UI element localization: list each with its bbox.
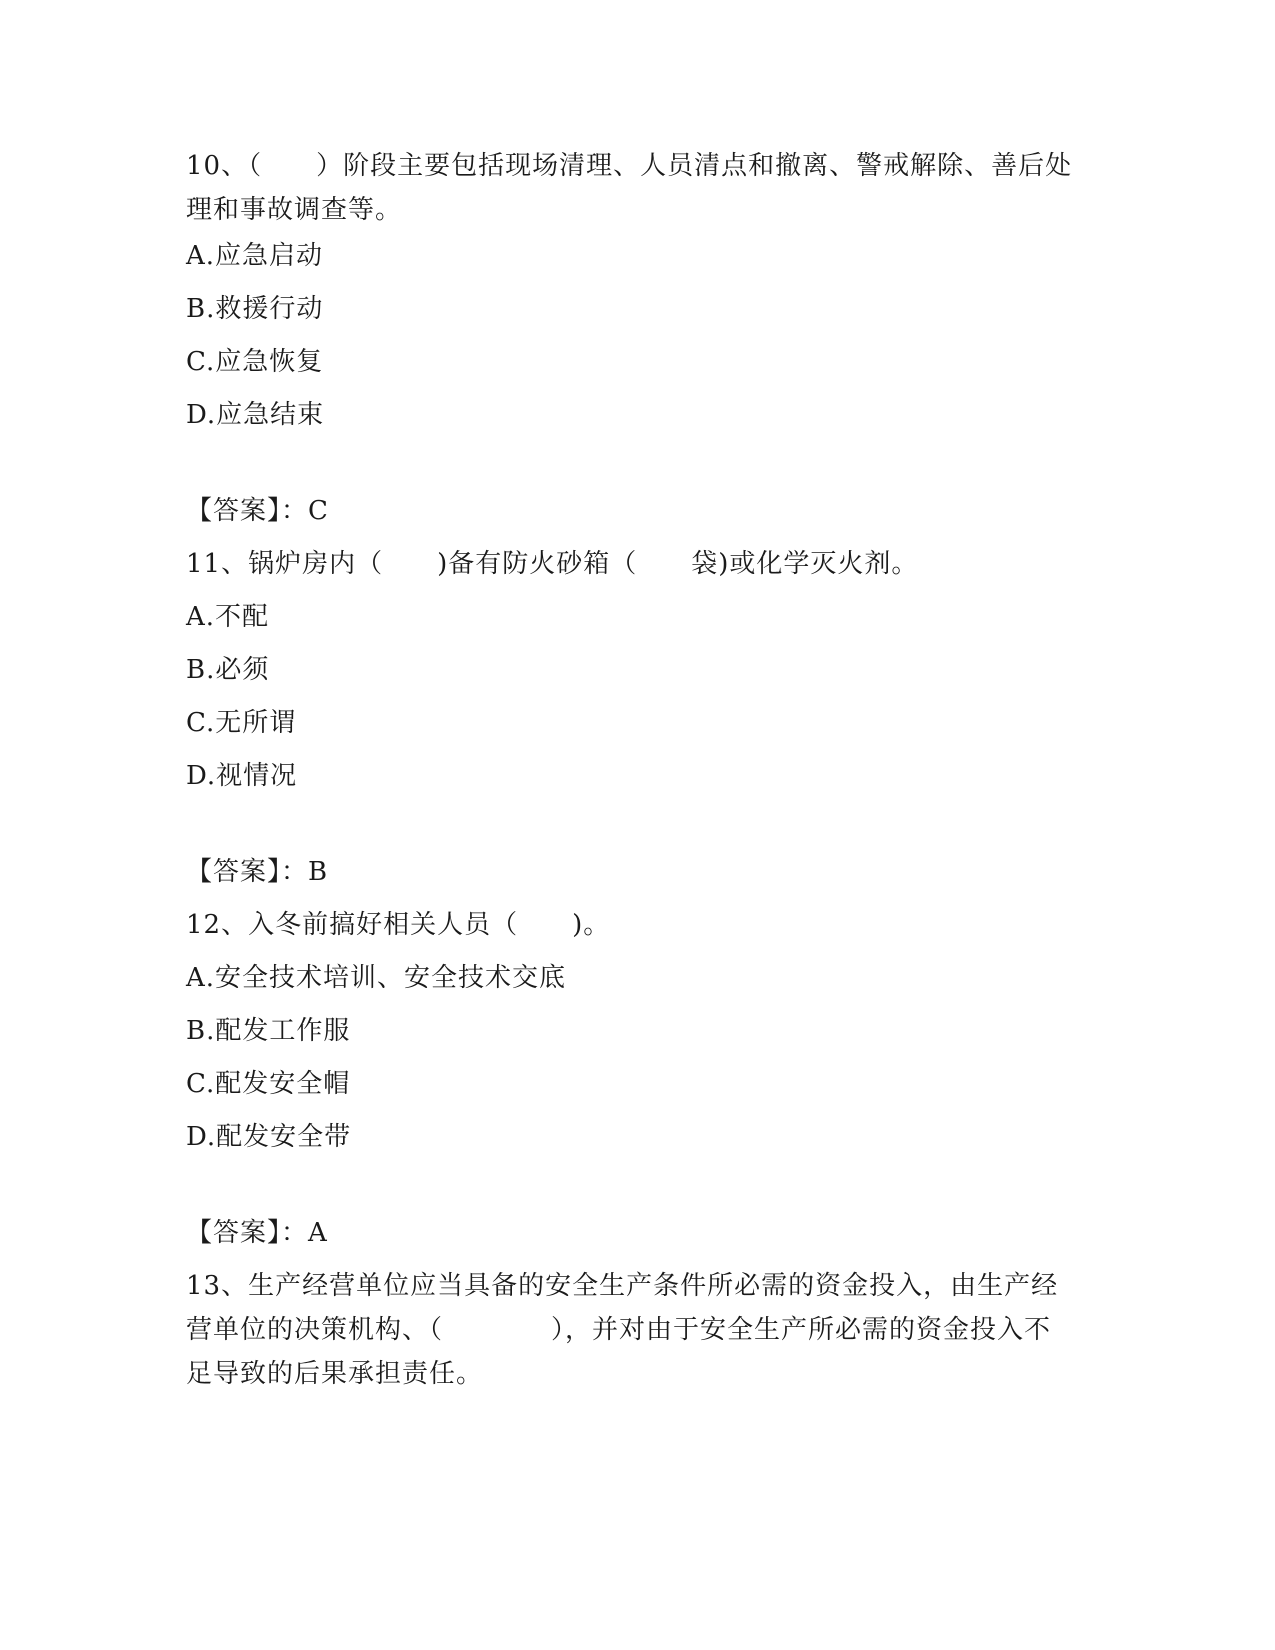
question-13-stem: 13、生产经营单位应当具备的安全生产条件所必需的资金投入，由生产经营单位的决策机构、（ ），并对由于安全生产所必需的资金投入不足导致的后果承担责任。: [186, 1271, 1059, 1389]
question-10-option-c: C.应急恢复: [186, 347, 324, 377]
question-10-option-d: D.应急结束: [186, 400, 325, 430]
question-10-option-a: A.应急启动: [186, 241, 324, 271]
question-10-stem: 10、（ ）阶段主要包括现场清理、人员清点和撤离、警戒解除、善后处理和事故调查等。: [186, 151, 1073, 225]
question-11-option-d: D.视情况: [186, 761, 298, 791]
question-12-answer: 【答案】：A: [186, 1218, 328, 1248]
question-10-answer: 【答案】：C: [186, 496, 329, 526]
question-11-option-b: B.必须: [186, 655, 270, 685]
question-10-option-b: B.救援行动: [186, 294, 324, 324]
question-12-option-b: B.配发工作服: [186, 1016, 351, 1046]
question-12-option-a: A.安全技术培训、安全技术交底: [186, 963, 567, 993]
question-11-stem: 11、锅炉房内（ )备有防火砂箱（ 袋)或化学灭火剂。: [186, 549, 919, 579]
question-12-option-d: D.配发安全带: [186, 1122, 352, 1152]
question-11-answer: 【答案】：B: [186, 857, 329, 887]
question-11-option-a: A.不配: [186, 602, 270, 632]
question-11-option-c: C.无所谓: [186, 708, 297, 738]
question-12-stem: 12、入冬前搞好相关人员（ )。: [186, 910, 611, 940]
question-12-option-c: C.配发安全帽: [186, 1069, 351, 1099]
